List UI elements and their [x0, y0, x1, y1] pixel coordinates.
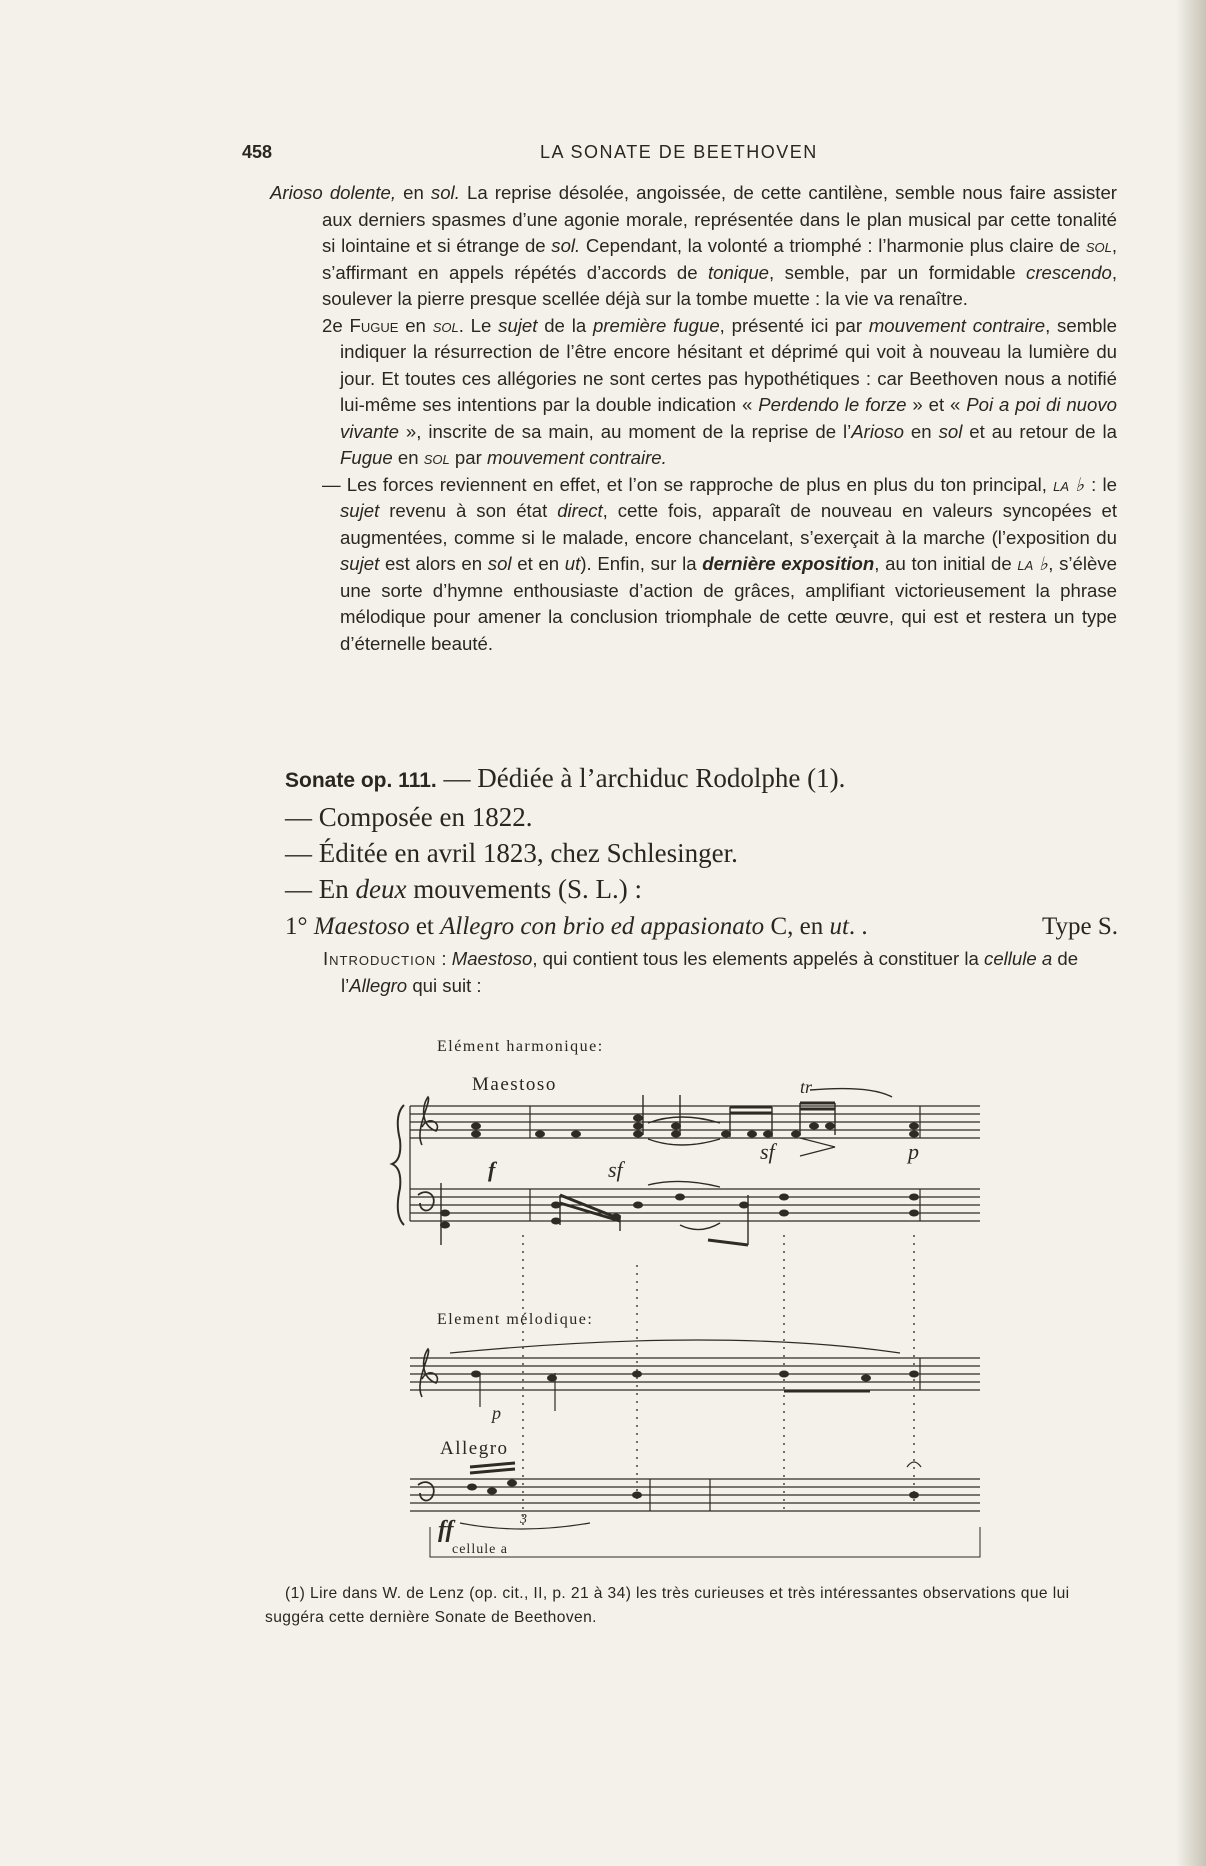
body-text: [270, 180, 1118, 657]
text: — En: [285, 874, 356, 904]
text: , s’affirmant en appels répétés d’accords de: [322, 235, 1117, 283]
brace: [392, 1105, 404, 1225]
text: , qui contient tous les elements appelés à constituer la: [532, 948, 985, 969]
beam: [470, 1469, 515, 1473]
text-italic: tonique: [708, 261, 770, 283]
allegro-staff: [410, 1479, 980, 1511]
text-smallcaps: sol: [432, 314, 459, 336]
edition-line: — Éditée en avril 1823, chez Schlesinger.: [285, 838, 738, 868]
paragraph-arioso: [270, 180, 1117, 313]
bass-clef: [418, 1192, 434, 1210]
text-smallcaps: sol: [1085, 235, 1112, 256]
page-edge-shadow: [1176, 0, 1206, 1866]
text: de l’: [341, 948, 1079, 996]
guide-lines: [523, 1235, 914, 1525]
sonata-title: Sonate op. 111.: [285, 769, 437, 792]
text-italic: mouvement contraire.: [486, 447, 667, 468]
text-italic: Allegro con brio ed appasionato: [440, 913, 765, 940]
text-italic: deux: [355, 874, 407, 904]
text: 2e: [322, 314, 350, 336]
text-italic: Maestoso: [451, 948, 533, 969]
text: », inscrite de sa main, au moment de la reprise de l’: [398, 420, 852, 442]
tempo-allegro: Allegro: [440, 1438, 509, 1459]
text-smallcaps: sol: [423, 447, 450, 468]
text: par: [449, 447, 487, 468]
paragraph-forces: [322, 472, 1117, 658]
text: revenu à son état: [379, 500, 558, 521]
text: et en: [511, 553, 565, 574]
footnote: [265, 1582, 1125, 1630]
fermata: [907, 1462, 921, 1467]
text-smallcaps: la ♭: [1053, 473, 1085, 495]
text-italic: ut: [829, 913, 849, 940]
noteheads: [440, 1115, 919, 1499]
text-italic: sujet: [498, 314, 538, 336]
phrase-slur: [450, 1340, 900, 1353]
text-italic: Perdendo le forze: [758, 394, 907, 415]
text-italic: sol.: [551, 235, 581, 256]
paragraph-fugue: [322, 313, 1117, 472]
melodic-staff: [410, 1358, 980, 1390]
text-italic: direct: [557, 500, 603, 521]
bass-staff: [410, 1189, 980, 1221]
text: en: [903, 420, 939, 442]
dynamic-ff: ff: [438, 1517, 454, 1543]
dynamic-f: f: [488, 1157, 496, 1182]
movement-title: [285, 913, 868, 941]
trill-mark: tr: [800, 1077, 813, 1097]
text: est alors en: [379, 553, 488, 574]
text: en: [396, 182, 431, 203]
music-score: [380, 1035, 1000, 1575]
text: de la: [537, 314, 593, 336]
introduction-paragraph: [303, 945, 1125, 999]
text-italic: ut: [564, 553, 581, 574]
dynamic-sf: sf: [760, 1139, 775, 1164]
harmonic-element-label: Elément harmonique:: [437, 1038, 604, 1055]
beam: [470, 1463, 515, 1467]
text: . Le: [458, 314, 499, 336]
score-svg: [380, 1035, 1000, 1575]
cellule-label: cellule a: [452, 1542, 509, 1557]
text: :: [436, 948, 452, 969]
composition-line: — Composée en 1822.: [285, 802, 533, 832]
text: en: [398, 314, 433, 336]
text-italic: Poi a poi di nuovo vivante: [340, 394, 1118, 442]
text: ). Enfin, sur la: [580, 553, 703, 574]
text-italic: sol: [487, 553, 512, 574]
movement-type: Type S.: [1041, 913, 1118, 940]
text: , s’élève une sorte d’hymne enthousiaste d’action de grâces, amplifiant victorieusement la phrase mélodique pour amener la conclusion triomphale de cette œuvre, qui est et restera un type d’éternelle beauté.: [340, 553, 1117, 654]
text: , soulever la pierre presque scellée déjà sur la tombe muette : la vie va renaître.: [322, 261, 1117, 309]
treble-staff: [410, 1106, 980, 1138]
text: » et «: [906, 394, 967, 415]
text: . .: [848, 913, 868, 940]
text: , au ton initial de: [874, 553, 1018, 574]
text: — Les forces reviennent en effet, et l’on se rapproche de plus en plus du ton principal,: [322, 473, 1054, 495]
text: mouvements (S. L.) :: [406, 874, 642, 904]
running-title: LA SONATE DE BEETHOVEN: [540, 142, 818, 162]
page-number: 458: [242, 142, 273, 162]
text: 1°: [285, 913, 314, 940]
text-italic: sol.: [430, 182, 460, 203]
sonata-block: [285, 760, 1125, 999]
text-smallcaps: la ♭: [1017, 553, 1049, 574]
footnote-text: (1) Lire dans W. de Lenz (op. cit., II, p. 21 à 34) les très curieuses et très intéressantes observations que lui suggéra cette dernière Sonate de Beethoven.: [265, 1585, 1070, 1626]
text-italic: première fugue: [592, 314, 720, 336]
text-italic: Maestoso: [313, 913, 410, 940]
text: C, en: [764, 913, 830, 940]
sonata-title-line: [285, 760, 1125, 799]
text: en: [392, 447, 424, 468]
page-header: [242, 142, 1120, 168]
text: Cependant, la volonté a triomphé : l’harmonie plus claire de: [580, 235, 1086, 256]
text: , cette fois, apparaît de nouveau en valeurs syncopées et augmentées, comme si le malade, encore chancelant, s’exerçait à la marche (l’exposition du: [340, 500, 1117, 548]
dedication: — Dédiée à l’archiduc Rodolphe (1).: [436, 763, 846, 793]
text: La reprise désolée, angoissée, de cette cantilène, semble nous faire assister aux derniers spasmes d’une agonie morale, représentée dans le plan musical par cette tonalité si lointaine et si étrange de: [322, 182, 1117, 256]
text-italic: sujet: [340, 553, 380, 574]
tempo-maestoso: Maestoso: [472, 1074, 557, 1095]
dynamic-p: p: [492, 1403, 501, 1423]
text-italic: Arioso dolente,: [270, 182, 396, 203]
text-italic: sol: [938, 420, 963, 442]
bass-clef: [418, 1482, 434, 1500]
movement-heading: [285, 913, 1118, 941]
text-italic: sujet: [340, 500, 380, 521]
text: , semble, par un formidable: [769, 261, 1027, 283]
text-italic: dernière exposition: [702, 553, 875, 574]
text-italic: crescendo: [1026, 261, 1112, 283]
movements-line: [285, 871, 1125, 907]
text-italic: mouvement contraire: [868, 314, 1046, 336]
text: , semble indiquer la résurrection de l’être encore hésitant et déprimé qui voit à nouveau la lumière du jour. Et toutes ces allégories ne sont certes pas hypothétiques : car Beethoven nous a notifié lui-même ses intentions par la double indication «: [340, 314, 1117, 415]
text: , présenté ici par: [719, 314, 869, 336]
dynamic-p: p: [908, 1139, 919, 1164]
text-italic: cellule a: [984, 948, 1053, 969]
text-italic: Arioso: [851, 420, 904, 442]
text: : le: [1085, 473, 1117, 495]
text-italic: Fugue: [340, 447, 393, 468]
text-smallcaps: Fugue: [349, 314, 399, 336]
text: et au retour de la: [962, 420, 1117, 442]
text-smallcaps: Introduction: [323, 948, 437, 969]
diminuendo: [800, 1138, 835, 1156]
melodic-element-label: Element mélodique:: [437, 1311, 594, 1328]
text: qui suit :: [407, 975, 482, 996]
cellule-bracket: [430, 1527, 980, 1557]
dynamic-sf: sf: [608, 1157, 623, 1182]
triplet-mark: 3: [520, 1512, 527, 1527]
text: et: [409, 913, 441, 940]
text-italic: Allegro: [349, 975, 408, 996]
